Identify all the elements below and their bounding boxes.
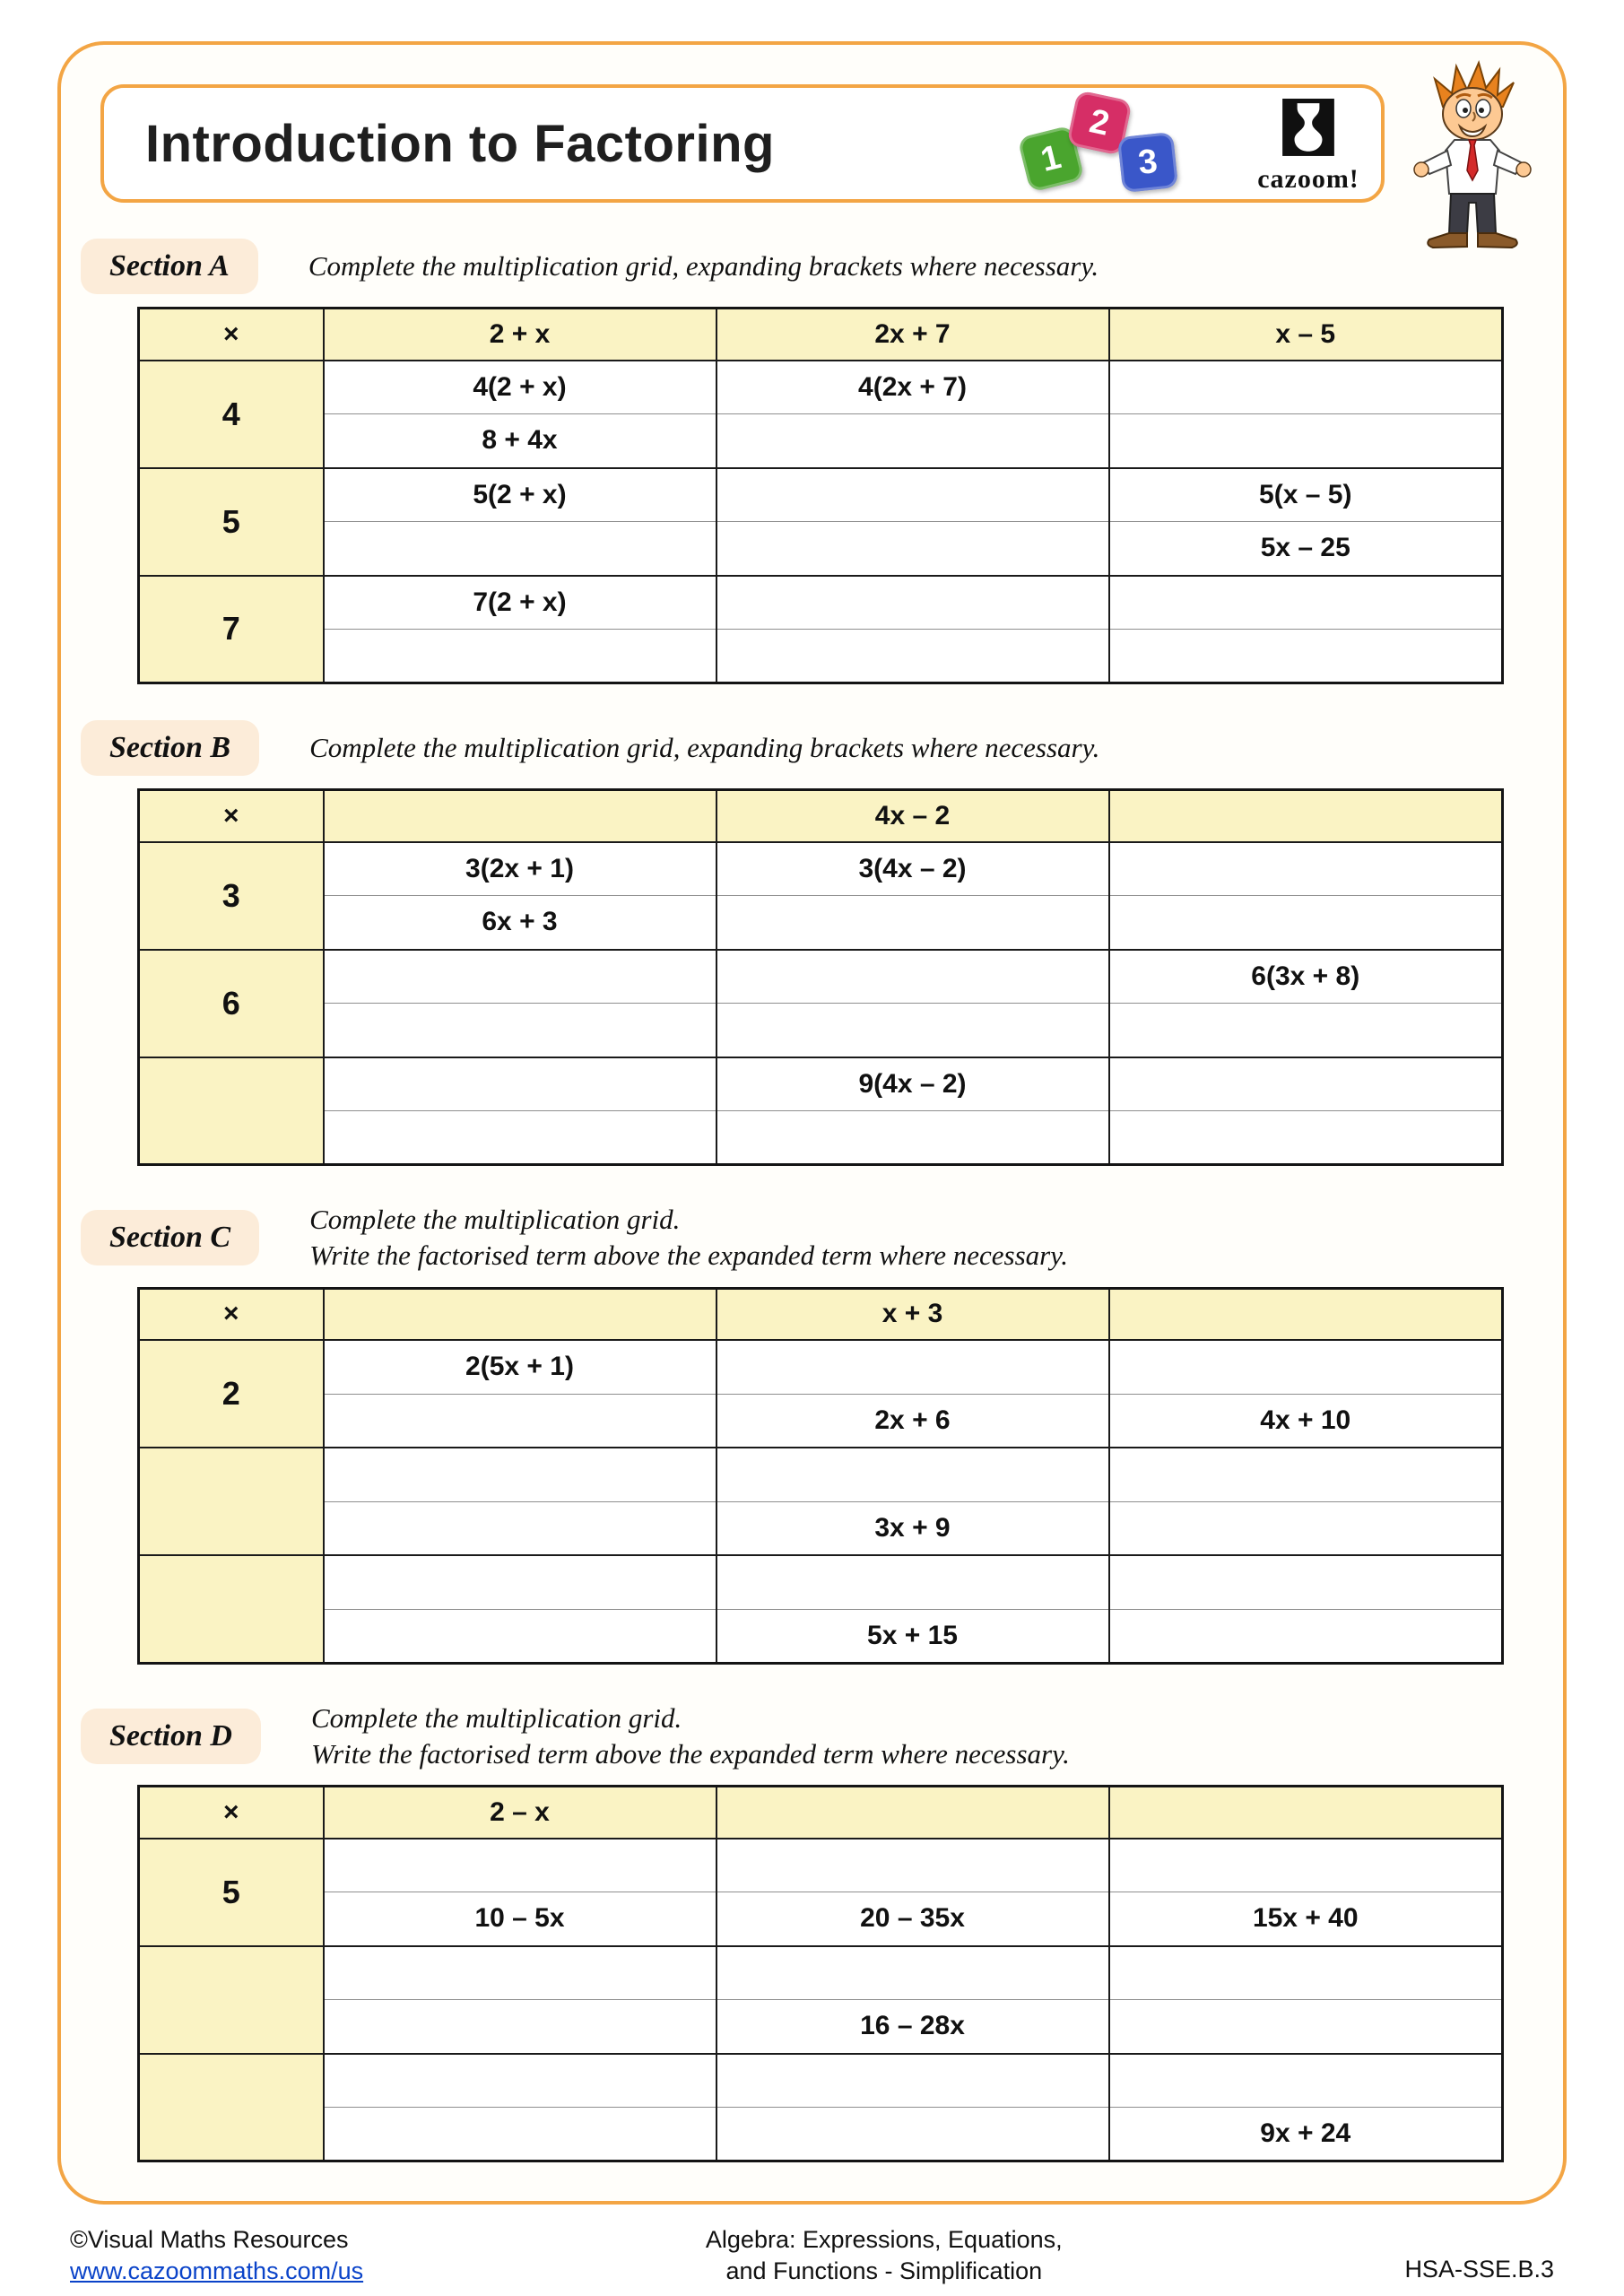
times-symbol: × [139,1288,324,1340]
times-symbol: × [139,1787,324,1839]
answer-cell[interactable] [1109,630,1503,683]
answer-cell[interactable] [716,1946,1109,2000]
grid-header-cell: 4x – 2 [716,790,1109,842]
section-b-instructions: Complete the multiplication grid, expanding brackets where necessary. [309,731,1100,763]
grid-row [139,1839,1503,1892]
grid-cell: 6x + 3 [324,896,716,950]
grid-header-cell: 2x + 7 [716,309,1109,361]
answer-cell[interactable] [324,1394,716,1448]
grid-cell: 4(2 + x) [324,361,716,414]
times-symbol: × [139,309,324,361]
grid-cell: 3(2x + 1) [324,842,716,896]
grid-cell: 9(4x – 2) [716,1057,1109,1111]
answer-cell[interactable] [1109,842,1503,896]
answer-cell[interactable] [324,522,716,576]
grid-row [139,361,1503,414]
grid-row [139,630,1503,683]
answer-cell[interactable] [324,1057,716,1111]
grid-header-row [139,1288,1503,1340]
answer-cell[interactable] [716,1448,1109,1501]
answer-cell[interactable] [324,1839,716,1892]
section-a-label: Section A [81,239,258,294]
answer-cell[interactable] [324,1004,716,1057]
footer-topic: Algebra: Expressions, Equations, and Functions - Simplification [705,2225,1063,2284]
answer-cell[interactable] [1109,1839,1503,1892]
grid-row [139,414,1503,468]
section-d-label: Section D [81,1709,261,1764]
section-c-label: Section C [81,1210,259,1265]
answer-cell[interactable] [716,1555,1109,1609]
grid-row [139,896,1503,950]
grid-cell: 2x + 6 [716,1394,1109,1448]
grid-cell: 16 – 28x [716,2000,1109,2054]
grid-cell: 20 – 35x [716,1892,1109,1946]
grid-row [139,2000,1503,2054]
row-label: 4 [139,361,324,468]
answer-cell[interactable] [716,1839,1109,1892]
answer-row-label[interactable] [139,1057,324,1165]
section-a-instructions: Complete the multiplication grid, expanding brackets where necessary. [308,249,1099,282]
answer-cell[interactable] [1109,2054,1503,2108]
answer-cell[interactable] [1109,2000,1503,2054]
grid-row [139,1946,1503,2000]
grid-row [139,1111,1503,1165]
page-footer [70,2224,1554,2287]
answer-row-label[interactable] [139,1555,324,1663]
section-a [57,239,1567,684]
grid-row [139,2108,1503,2161]
multiplication-grid-d [137,1785,1504,2162]
grid-header-cell: x + 3 [716,1288,1109,1340]
grid-cell: 5x + 15 [716,1609,1109,1663]
page-title: Introduction to Factoring [145,114,775,173]
grid-cell: 5(x – 5) [1109,468,1503,522]
grid-header-cell: x – 5 [1109,309,1503,361]
multiplication-grid-b [137,788,1504,1166]
row-label: 7 [139,576,324,683]
answer-cell[interactable] [1109,1448,1503,1501]
grid-row [139,1501,1503,1555]
section-b-label: Section B [81,720,259,776]
grid-header-row [139,1787,1503,1839]
answer-cell[interactable] [716,576,1109,630]
answer-cell[interactable] [324,1288,716,1340]
grid-cell: 15x + 40 [1109,1892,1503,1946]
answer-cell[interactable] [324,2108,716,2161]
answer-cell[interactable] [1109,361,1503,414]
row-label: 5 [139,1839,324,1946]
grid-row [139,1555,1503,1609]
answer-cell[interactable] [1109,790,1503,842]
grid-row [139,2054,1503,2108]
answer-cell[interactable] [716,1340,1109,1394]
cazoom-logo [1241,99,1376,195]
section-c-instructions: Complete the multiplication grid. Write the factorised term above the expanded term where necessary. [309,1204,1069,1272]
grid-row [139,1609,1503,1663]
row-label: 3 [139,842,324,950]
answer-cell[interactable] [324,630,716,683]
answer-cell[interactable] [716,2108,1109,2161]
section-c [57,1202,1567,1665]
grid-row [139,950,1503,1004]
grid-row [139,522,1503,576]
grid-row [139,1394,1503,1448]
grid-cell: 4x + 10 [1109,1394,1503,1448]
grid-cell: 9x + 24 [1109,2108,1503,2161]
die-three-icon: 3 [1117,132,1178,193]
die-two-icon: 2 [1066,90,1133,156]
answer-cell[interactable] [324,1448,716,1501]
grid-cell: 5(2 + x) [324,468,716,522]
answer-cell[interactable] [1109,576,1503,630]
answer-cell[interactable] [716,950,1109,1004]
answer-cell[interactable] [324,790,716,842]
answer-cell[interactable] [716,522,1109,576]
cazoom-logo-text: cazoom! [1257,164,1359,194]
answer-row-label[interactable] [139,1448,324,1555]
answer-cell[interactable] [1109,1946,1503,2000]
answer-cell[interactable] [716,468,1109,522]
answer-cell[interactable] [1109,1787,1503,1839]
answer-cell[interactable] [716,630,1109,683]
multiplication-grid-a [137,307,1504,684]
row-label: 2 [139,1340,324,1448]
grid-header-row [139,790,1503,842]
grid-row [139,1057,1503,1111]
grid-cell: 6(3x + 8) [1109,950,1503,1004]
answer-cell[interactable] [324,1501,716,1555]
answer-cell[interactable] [1109,896,1503,950]
section-b [57,720,1567,1166]
answer-cell[interactable] [324,1111,716,1165]
answer-cell[interactable] [1109,1555,1503,1609]
times-symbol: × [139,790,324,842]
copyright-text: ©Visual Maths Resources [70,2225,349,2253]
multiplication-grid-c [137,1287,1504,1665]
grid-row [139,1340,1503,1394]
grid-row [139,1004,1503,1057]
answer-cell[interactable] [716,1004,1109,1057]
answer-cell[interactable] [1109,1057,1503,1111]
grid-header-cell: 2 – x [324,1787,716,1839]
row-label: 5 [139,468,324,576]
grid-cell: 10 – 5x [324,1892,716,1946]
grid-cell: 7(2 + x) [324,576,716,630]
grid-header-row [139,309,1503,361]
answer-cell[interactable] [1109,1288,1503,1340]
answer-cell[interactable] [324,950,716,1004]
answer-row-label[interactable] [139,2054,324,2161]
grid-row [139,468,1503,522]
grid-cell: 5x – 25 [1109,522,1503,576]
row-label: 6 [139,950,324,1057]
answer-cell[interactable] [716,1787,1109,1839]
answer-cell[interactable] [1109,1111,1503,1165]
die-one-icon: 1 [1017,125,1084,192]
answer-cell[interactable] [1109,1340,1503,1394]
footer-link[interactable]: www.cazoommaths.com/us [70,2257,364,2284]
answer-cell[interactable] [324,2054,716,2108]
answer-cell[interactable] [716,1111,1109,1165]
answer-cell[interactable] [324,1555,716,1609]
worksheet-content [57,41,1567,2162]
answer-cell[interactable] [324,2000,716,2054]
grid-row [139,1448,1503,1501]
grid-cell: 3x + 9 [716,1501,1109,1555]
standard-code: HSA-SSE.B.3 [1404,2256,1554,2283]
grid-cell: 3(4x – 2) [716,842,1109,896]
grid-cell: 4(2x + 7) [716,361,1109,414]
answer-cell[interactable] [716,414,1109,468]
answer-cell[interactable] [324,1609,716,1663]
answer-cell[interactable] [1109,414,1503,468]
answer-cell[interactable] [1109,1609,1503,1663]
mascot-character [1403,57,1546,259]
grid-row [139,842,1503,896]
answer-cell[interactable] [1109,1501,1503,1555]
grid-row [139,576,1503,630]
section-d-instructions: Complete the multiplication grid. Write the factorised term above the expanded term where necessary. [310,1701,1070,1770]
grid-row [139,1892,1503,1946]
grid-cell: 2(5x + 1) [324,1340,716,1394]
grid-cell: 8 + 4x [324,414,716,468]
answer-cell[interactable] [324,1946,716,2000]
answer-cell[interactable] [1109,1004,1503,1057]
grid-header-cell: 2 + x [324,309,716,361]
dice-logo [1023,93,1189,201]
answer-cell[interactable] [716,2054,1109,2108]
title-box [100,84,1385,203]
answer-row-label[interactable] [139,1946,324,2054]
section-d [57,1700,1567,2163]
vase-icon [1281,146,1336,161]
answer-cell[interactable] [716,896,1109,950]
